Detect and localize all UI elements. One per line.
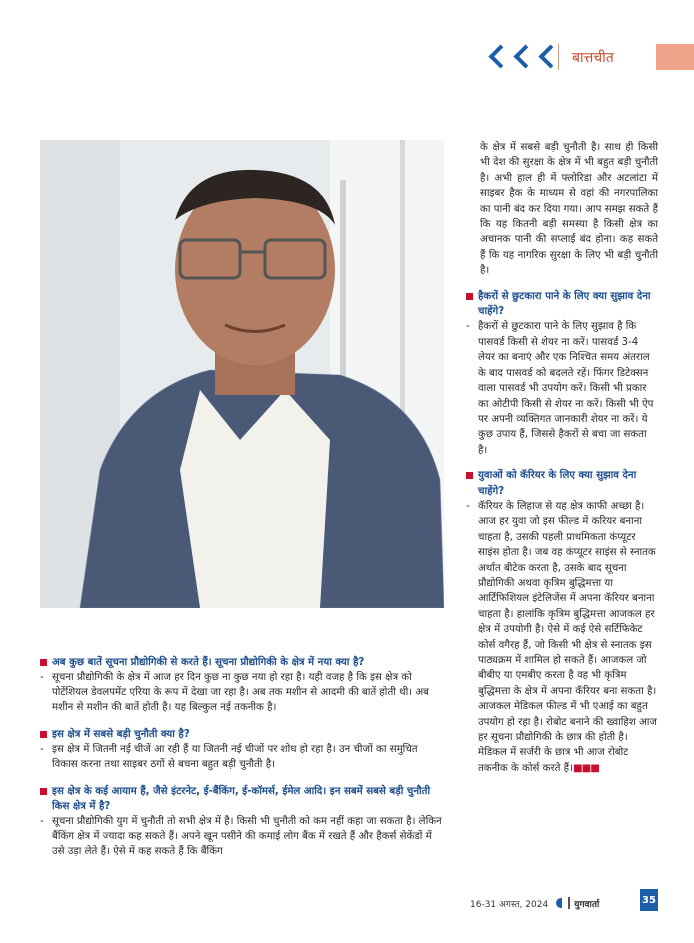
- qa-block-2: [40, 727, 445, 772]
- page-number: 35: [640, 889, 658, 911]
- left-column: [40, 655, 445, 871]
- qa-block-5: [466, 468, 658, 776]
- question: हैकरों से छुटकारा पाने के लिए क्या सुझाव देना चाहेंगे?: [466, 289, 658, 320]
- answer: - हैकरों से छुटकारा पाने के लिए सुझाव है कि पासवर्ड किसी से शेयर ना करें। पासवर्ड 3-4 लेयर का बनाएं और एक निश्चित समय अंतराल के बाद पासवर्ड को बदलते रहें। फिंगर डिटेक्सन वाला पासवर्ड भी उपयोग करें। किसी भी प्रकार का ओटीपी किसी से शेयर ना करें। किसी भी ऐप पर अपनी व्यक्तिगत जानकारी शेयर ना करें। ये कुछ उपाय हैं, जिससे हैकरों से बचा जा सकता है।: [466, 321, 654, 456]
- bullet-icon: [466, 293, 473, 300]
- section-label: बात्तचीत: [572, 50, 614, 66]
- chevrons-icon: [488, 48, 559, 65]
- question: इस क्षेत्र में सबसे बड़ी चुनौती क्या है?: [40, 727, 445, 742]
- page-header: [0, 0, 694, 80]
- qa-block-3: [40, 784, 445, 859]
- right-column: [466, 140, 658, 780]
- magazine-name: युगवार्ता: [574, 899, 600, 910]
- bullet-icon: [40, 731, 47, 738]
- issue-date: 16-31 अगस्त, 2024: [470, 899, 549, 910]
- bullet-icon: [466, 472, 473, 479]
- footer-separator: [568, 897, 570, 909]
- question: इस क्षेत्र के कई आयाम हैं, जैसे इंटरनेट, ई-बैंकिंग, ई-कॉमर्स, ईमेल आदि। इन सबमें सबसे बड़ी चुनौती किस क्षेत्र में है?: [40, 784, 445, 814]
- end-mark: ■■■: [572, 762, 599, 774]
- qa-block-4: [466, 289, 658, 458]
- qa-block-1: [40, 655, 445, 715]
- answer: - कॅरियर के लिहाज से यह क्षेत्र काफी अच्छा है। आज हर युवा जो इस फील्ड में करियर बनाना चाहता है, उसकी पहली प्राथमिकता कंप्यूटर साइंस होता है। जब वह कंप्यूटर साइंस से स्नातक अर्थात बीटेक करता है, उसके बाद सूचना प्रौद्योगिकी अथवा कृत्रिम बुद्धिमत्ता या आर्टिफिशियल इंटेलिजेंस में अपना कॅरियर बनाना चाहता है। हालांकि कृत्रिम बुद्धिमत्ता आजकल हर क्षेत्र में उपयोगी है। ऐसे में कई ऐसे सर्टिफिकेट कोर्स वगैरह हैं, जो किसी भी क्षेत्र से स्नातक इस पाठ्यक्रम में शामिल हो सकते हैं। आजकल जो बीबीए या एमबीए करता है वह भी कृत्रिम बुद्धिमत्ता के क्षेत्र में अपना कॅरियर बना सकता है। आजकल मेडिकल फील्ड में भी एआई का बहुत उपयोग हो रहा है। रोबोट बनाने की ख्वाहिश आज हर सूचना प्रौद्योगिकी के छात्र की होती है। मेडिकल में सर्जरी के छात्र भी आज रोबोट तकनीक के कोर्स करते हैं।■■■: [466, 500, 657, 774]
- answer: - सूचना प्रौद्योगिकी युग में चुनौती तो सभी क्षेत्र में है। किसी भी चुनौती को कम नहीं कहा जा सकता है। लेकिन बैंकिंग क्षेत्र में ज्यादा कह सकते हैं। अपने खून पसीने की कमाई लोग बैंक में रखते हैं और हैकर्स सेकेंडों में उसे उड़ा लेते हैं। ऐसे में कह सकते हैं कि बैंकिंग: [40, 816, 442, 857]
- answer: - सूचना प्रौद्योगिकी के क्षेत्र में आज हर दिन कुछ ना कुछ नया हो रहा है। यही वजह है कि इस क्षेत्र को पोटेंशियल डेवलपमेंट एरिया के रूप में देखा जा रहा है। अब तक मशीन से आदमी की बातें होती थी। अब मशीन से मशीन की बातें होती है। यह बिल्कुल नई तकनीक है।: [40, 672, 429, 713]
- page-footer: [470, 893, 605, 913]
- footer-logo-icon: [556, 898, 562, 908]
- header-tab: [656, 44, 694, 70]
- answer: - इस क्षेत्र में जितनी नई चीजें आ रही हैं या जितनी नई चीजों पर शोध हो रहा है। उन चीजों का समुचित विकास करना तथा साइबर ठगों से बचना बहुत बड़ी चुनौती है।: [40, 744, 418, 770]
- bullet-icon: [40, 788, 47, 795]
- question: अब कुछ बातें सूचना प्रौद्योगिकी से करते हैं। सूचना प्रौद्योगिकी के क्षेत्र में नया क्या है?: [40, 655, 445, 670]
- bullet-icon: [40, 659, 47, 666]
- question: युवाओं को कॅरियर के लिए क्या सुझाव देना चाहेंगे?: [466, 468, 658, 499]
- continuation-text: के क्षेत्र में सबसे बड़ी चुनौती है। साथ ही किसी भी देश की सुरक्षा के क्षेत्र में भी बहुत बड़ी चुनौती है। अभी हाल ही में फ्लोरिडा और अटलांटा में साइबर हैक के माध्यम से वहां की नगरपालिका का पानी बंद कर दिया गया। आप समझ सकते हैं कि यह कितनी बड़ी समस्या है किसी क्षेत्र का अचानक पानी की सप्लाई बंद होना। कह सकते हैं कि यह नागरिक सुरक्षा के लिए भी बड़ी चुनौती है।: [480, 142, 658, 277]
- header-divider: [558, 44, 559, 70]
- interviewee-photo: [40, 140, 444, 608]
